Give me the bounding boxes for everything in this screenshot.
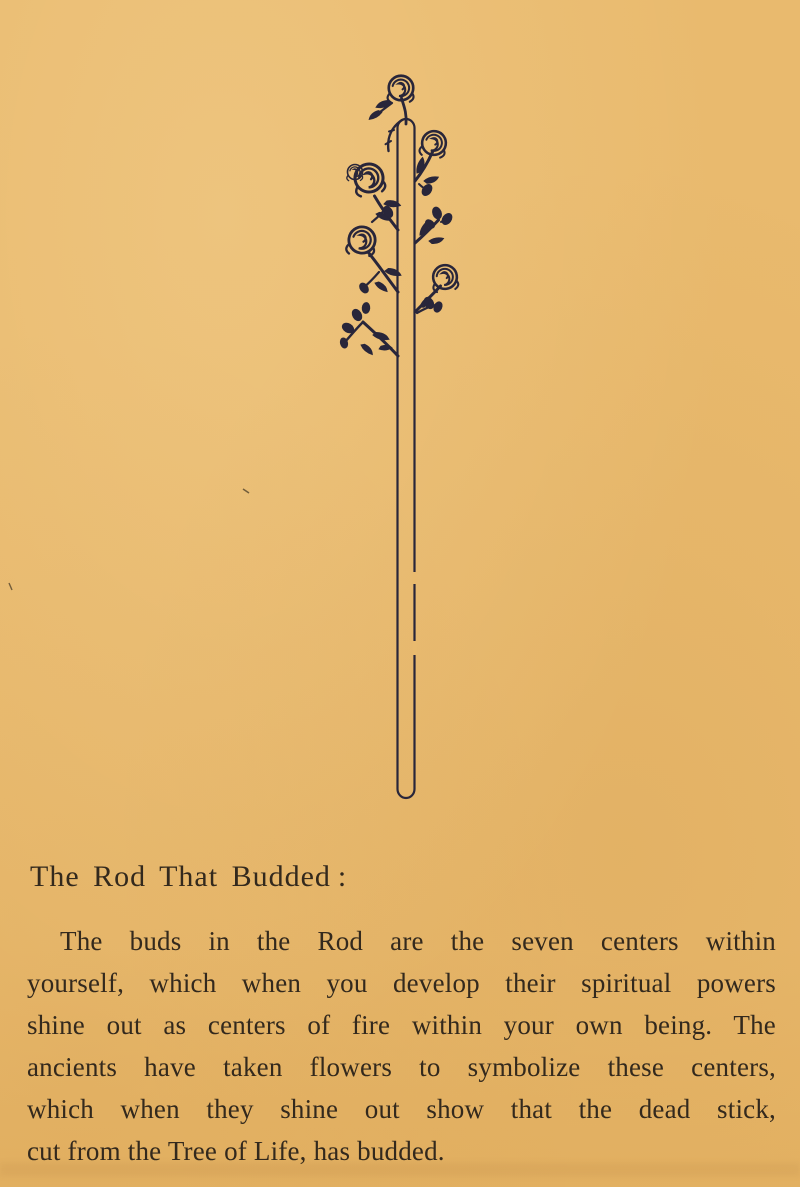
bud-sprig-right-2 [415,206,454,247]
paragraph-line-5: which when they shine out show that the dead stick, [27,1094,776,1124]
bud-sprig-left-3 [339,302,398,356]
rose-sprig-top [369,76,413,151]
rod [398,119,417,798]
rose-sprig-left-2 [346,225,401,295]
rose-sprig-right-3 [415,264,459,314]
body-paragraph [27,920,776,1172]
scan-speckles [9,489,249,590]
paragraph-line-6: cut from the Tree of Life, has budded. [27,1136,445,1166]
section-heading: The Rod That Budded : [30,860,348,893]
paragraph-line-4: ancients have taken flowers to symbolize these centers, [27,1052,776,1082]
rose-sprig-left-1 [347,161,401,230]
paragraph-line-3: shine out as centers of fire within your own being. The [27,1010,776,1040]
paragraph-line-1: The buds in the Rod are the seven centers within [60,926,776,956]
paper-shade-band [0,1163,800,1176]
rose-sprig-right-1 [412,129,448,197]
paragraph-line-2: yourself, which when you develop their spiritual powers [27,968,776,998]
